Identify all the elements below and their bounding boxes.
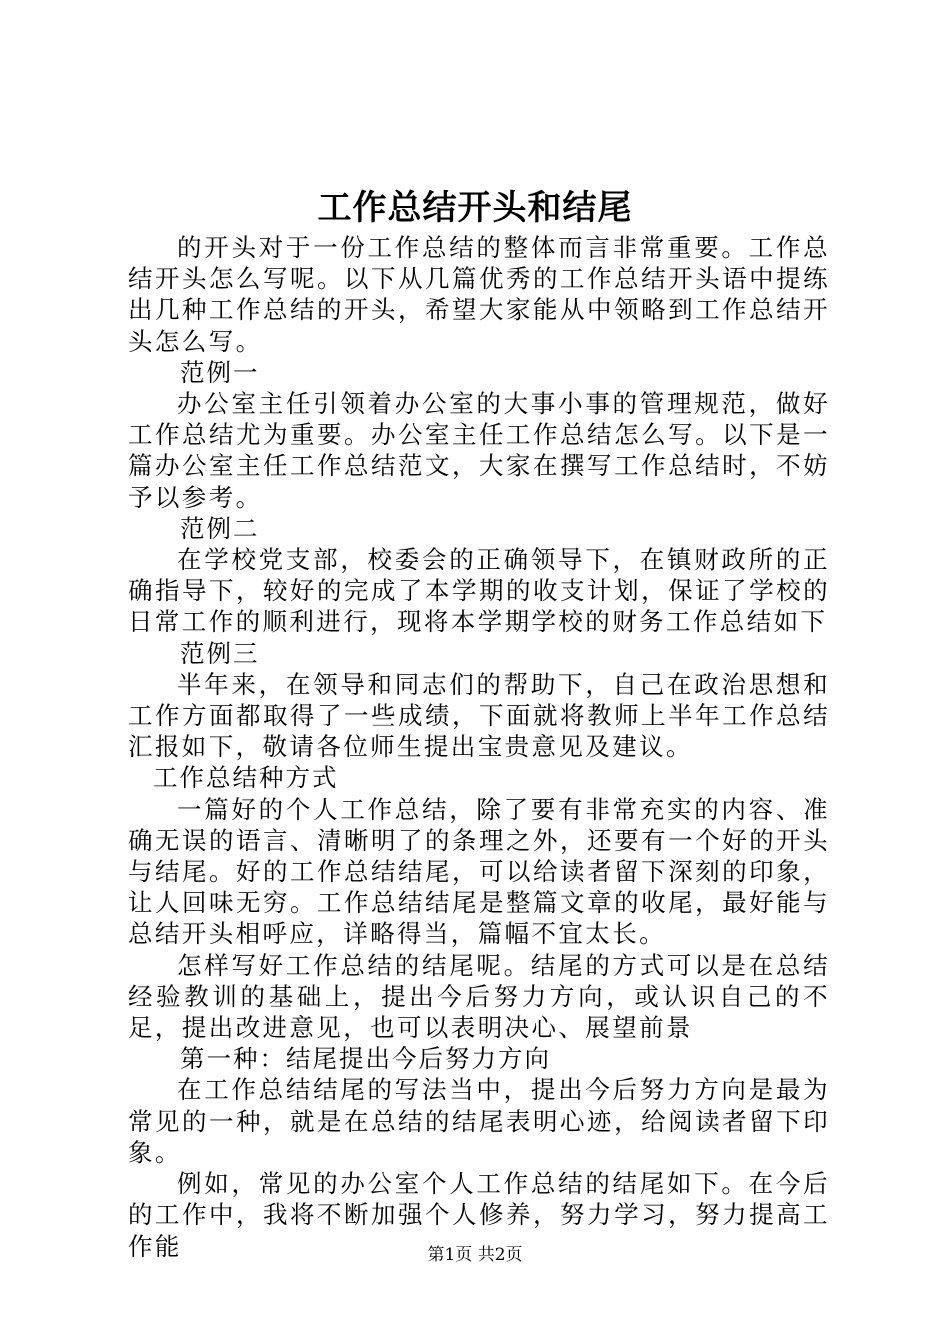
paragraph: 的开头对于一份工作总结的整体而言非常重要。工作总结开头怎么写呢。以下从几篇优秀的工作总结开头语中提练出几种工作总结的开头，希望大家能从中领略到工作总结开头怎么写。 (128, 233, 830, 356)
paragraph: 在工作总结结尾的写法当中，提出今后努力方向是最为常见的一种，就是在总结的结尾表明心迹，给阅读者留下印象。 (128, 1075, 830, 1167)
section-heading: 范例二 (180, 513, 260, 543)
section-heading: 范例一 (180, 357, 260, 387)
section-heading: 工作总结种方式 (153, 763, 339, 793)
section-heading: 第一种：结尾提出今后努力方向 (180, 1044, 551, 1074)
document-title: 工作总结开头和结尾 (317, 188, 633, 228)
paragraph: 半年来，在领导和同志们的帮助下，自己在政治思想和工作方面都取得了一些成绩，下面就将教师上半年工作总结汇报如下，敬请各位师生提出宝贵意见及建议。 (128, 669, 830, 762)
paragraph: 怎样写好工作总结的结尾呢。结尾的方式可以是在总结经验教训的基础上，提出今后努力方向，或认识自己的不足，提出改进意见，也可以表明决心、展望前景 (128, 950, 830, 1043)
paragraph: 办公室主任引领着办公室的大事小事的管理规范，做好工作总结尤为重要。办公室主任工作总结怎么写。以下是一篇办公室主任工作总结范文，大家在撰写工作总结时，不妨予以参考。 (128, 389, 830, 512)
paragraph: 一篇好的个人工作总结，除了要有非常充实的内容、准确无误的语言、清晰明了的条理之外，还要有一个好的开头与结尾。好的工作总结结尾，可以给读者留下深刻的印象，让人回味无穷。工作总结结尾是整篇文章的收尾，最好能与总结开头相呼应，详略得当，篇幅不宜太长。 (128, 794, 830, 949)
paragraph: 在学校党支部，校委会的正确领导下，在镇财政所的正确指导下，较好的完成了本学期的收支计划，保证了学校的日常工作的顺利进行，现将本学期学校的财务工作总结如下 (128, 545, 830, 637)
page-number-footer: 第1页 共2页 (427, 1245, 523, 1265)
section-heading: 范例三 (180, 638, 260, 668)
document-body (128, 232, 830, 1262)
paragraph: 例如，常见的办公室个人工作总结的结尾如下。在今后的工作中，我将不断加强个人修养，努力学习，努力提高工作能 (128, 1169, 830, 1261)
